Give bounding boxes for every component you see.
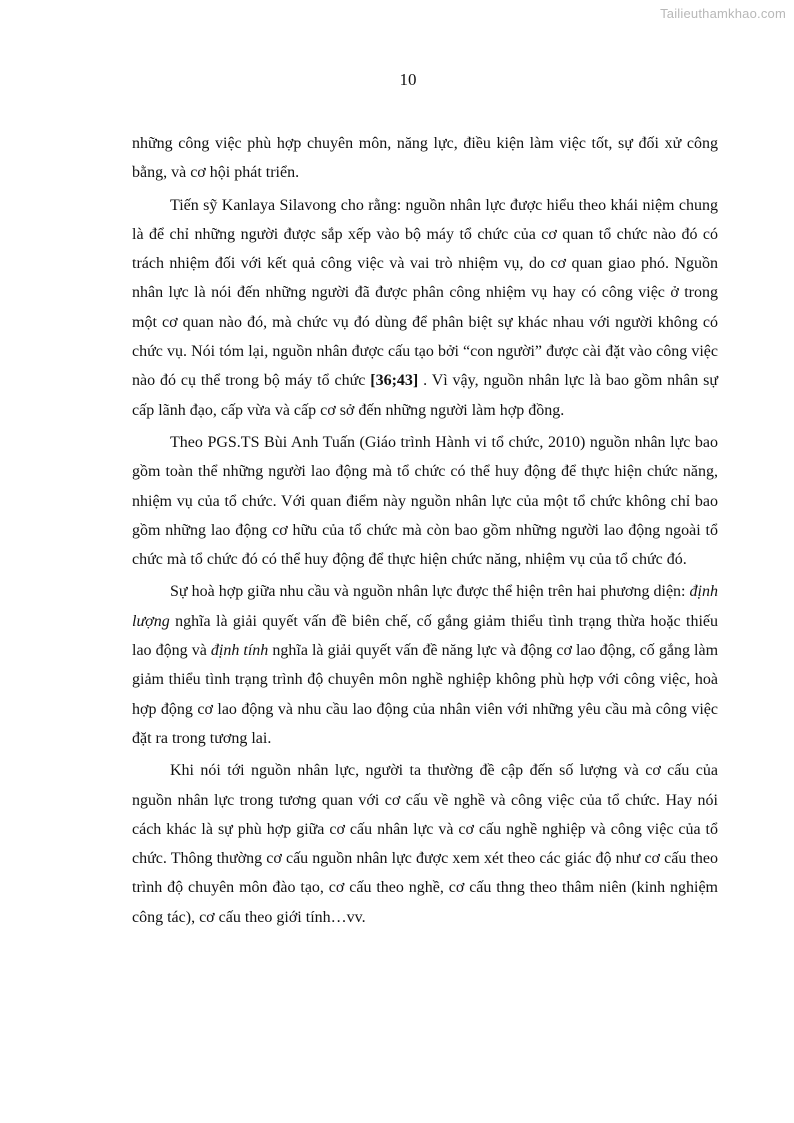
paragraph-4-text-a: Sự hoà hợp giữa nhu cầu và nguồn nhân lực được thể hiện trên hai phương diện:	[170, 583, 690, 601]
paragraph-3: Theo PGS.TS Bùi Anh Tuấn (Giáo trình Hành vi tổ chức, 2010) nguồn nhân lực bao gồm toàn thể những người lao động mà tổ chức có thể huy động để thực hiện chức năng, nhiệm vụ của tổ chức. Với quan điểm này nguồn nhân lực của một tổ chức không chỉ bao gồm những lao động cơ hữu của tổ chức mà còn bao gồm những người lao động ngoài tổ chức mà tổ chức đó có thể huy động để thực hiện chức năng, nhiệm vụ của tổ chức đó.	[132, 433, 718, 569]
paragraph-4-text-c: nghĩa là giải quyết vấn đề năng lực và động cơ lao động, cố gắng làm giảm thiểu tình trạng trình độ chuyên môn nghề nghiệp không phù hợp với công việc, hoà hợp động cơ lao động và nhu cầu lao động của nhân viên với những yêu cầu mà công việc đặt ra trong tương lai.	[132, 642, 719, 747]
paragraph-5: Khi nói tới nguồn nhân lực, người ta thường đề cập đến số lượng và cơ cấu của nguồn nhân lực trong tương quan với cơ cấu về nghề và công việc của tổ chức. Hay nói cách khác là sự phù hợp giữa cơ cấu nhân lực và cơ cấu nghề nghiệp và công việc của tổ chức. Thông thường cơ cấu nguồn nhân lực được xem xét theo các giác độ như cơ cấu theo trình độ chuyên môn đào tạo, cơ cấu theo nghề, cơ cấu thng theo thâm niên (kinh nghiệm công tác), cơ cấu theo giới tính…vv.	[132, 762, 718, 926]
citation: [36;43]	[370, 372, 419, 390]
document-body	[132, 129, 718, 935]
term-dinh-luong: định lượng	[132, 583, 718, 630]
paragraph-2	[132, 191, 718, 425]
paragraph-1: những công việc phù hợp chuyên môn, năng lực, điều kiện làm việc tốt, sự đối xử công bằng, và cơ hội phát triển.	[132, 135, 718, 182]
paragraph-2-text-b: . Vì vậy, nguồn nhân lực là bao gồm nhân sự cấp lãnh đạo, cấp vừa và cấp cơ sở đến những người làm hợp đồng.	[132, 372, 719, 419]
term-dinh-tinh: định tính	[210, 642, 269, 660]
paragraph-2-text-a: Tiến sỹ Kanlaya Silavong cho rằng: nguồn nhân lực được hiểu theo khái niệm chung là để chỉ những người được sắp xếp vào bộ máy tổ chức của cơ quan tổ chức nào đó có trách nhiệm đối với kết quả công việc và vai trò nhiệm vụ, do cơ quan giao phó. Nguồn nhân lực là nói đến những người đã được phân công nhiệm vụ hay có công việc ở trong một cơ quan nào đó, mà chức vụ đó dùng để phân biệt sự khác nhau với người không có chức vụ. Nói tóm lại, nguồn nhân được cấu tạo bởi “con người” được cài đặt vào công việc nào đó cụ thể trong bộ máy tổ chức	[132, 196, 718, 390]
paragraph-4-text-b: nghĩa là giải quyết vấn đề biên chế, cố gắng giảm thiểu tình trạng thừa hoặc thiếu lao động và	[132, 612, 718, 660]
site-watermark: Tailieuthamkhao.com	[660, 6, 786, 21]
paragraph-4	[132, 577, 718, 753]
page-number: 10	[399, 70, 417, 89]
